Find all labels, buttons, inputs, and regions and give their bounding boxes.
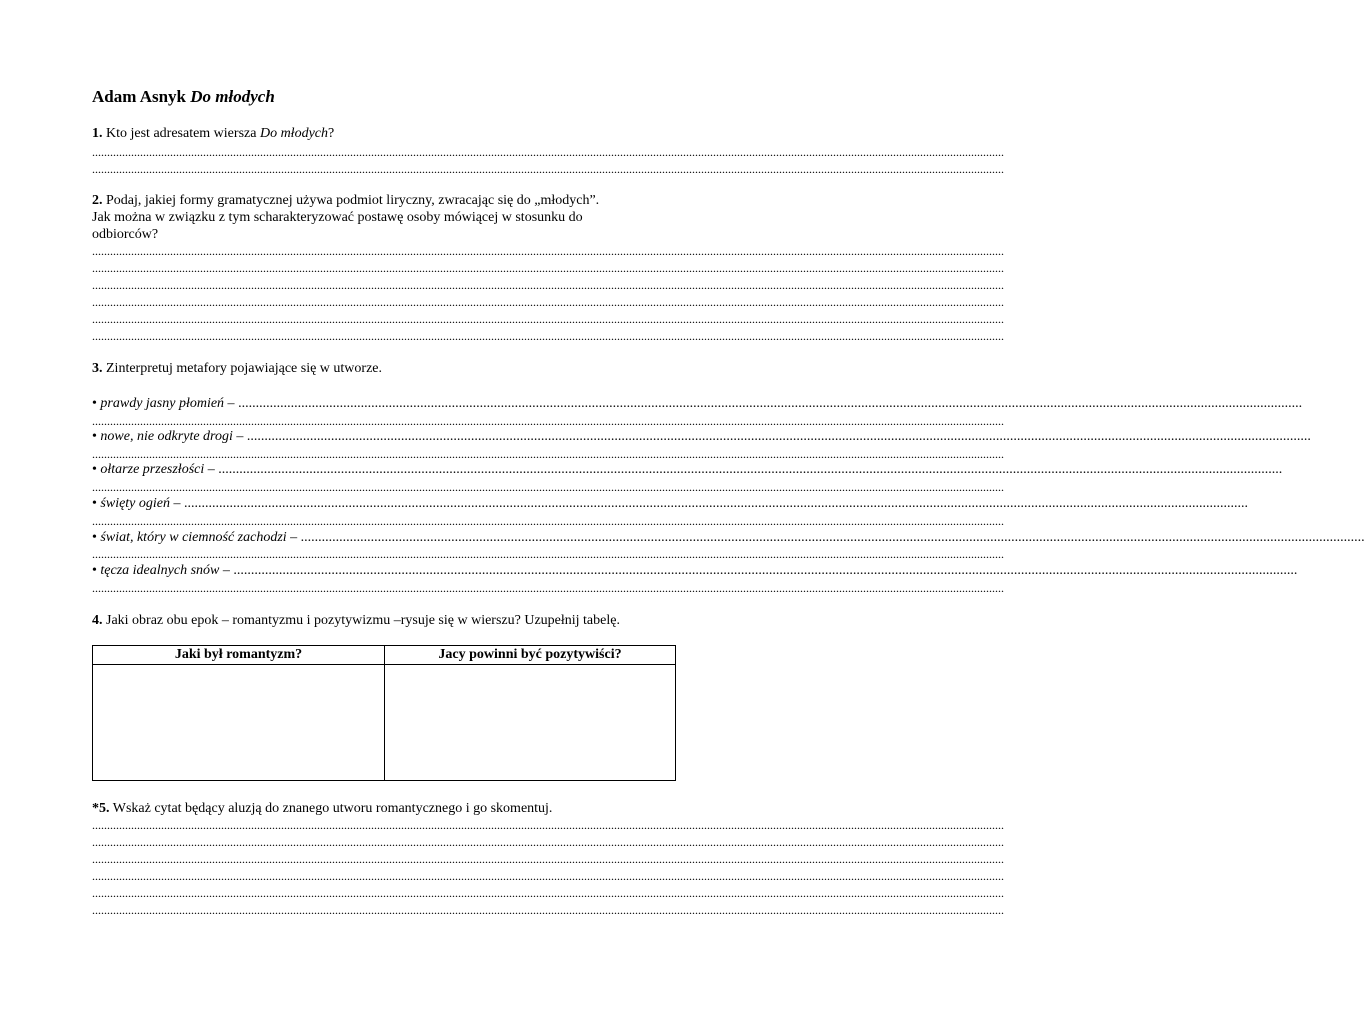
answer-dots: ................................................................................................................................................................................................................................................................................................................ xyxy=(238,396,1303,411)
answer-line[interactable]: ................................................................................................................................................................................................................................................................................................................ xyxy=(92,447,1004,461)
question-number: *5. xyxy=(92,801,110,816)
metaphor-item[interactable]: • tęcza idealnych snów – ................................................................................................................................................................................................................................................................................................................ xyxy=(92,563,1298,578)
metaphor-item[interactable]: • prawdy jasny płomień – ................................................................................................................................................................................................................................................................................................................ xyxy=(92,396,1303,411)
metaphor-item[interactable]: • nowe, nie odkryte drogi – ................................................................................................................................................................................................................................................................................................................ xyxy=(92,429,1311,444)
question-text: Kto jest adresatem wiersza xyxy=(106,126,257,141)
table-cell-positivists[interactable] xyxy=(385,665,675,780)
question-text: Podaj, jakiej formy gramatycznej używa podmiot liryczny, zwracając się do „młodych”. xyxy=(106,193,600,208)
question-4 xyxy=(92,612,620,629)
answer-line[interactable]: ................................................................................................................................................................................................................................................................................................................ xyxy=(92,835,1004,849)
answer-line[interactable]: ................................................................................................................................................................................................................................................................................................................ xyxy=(92,581,1004,595)
answer-line[interactable]: ................................................................................................................................................................................................................................................................................................................ xyxy=(92,261,1004,275)
answer-line[interactable]: ................................................................................................................................................................................................................................................................................................................ xyxy=(92,295,1004,309)
answer-line[interactable]: ................................................................................................................................................................................................................................................................................................................ xyxy=(92,818,1004,832)
metaphor-label: ołtarze przeszłości – xyxy=(100,462,215,477)
answer-dots: ................................................................................................................................................................................................................................................................................................................ xyxy=(246,429,1311,444)
metaphor-label: prawdy jasny płomień – xyxy=(100,396,235,411)
question-2-line-3: odbiorców? xyxy=(92,227,159,242)
answer-line[interactable]: ................................................................................................................................................................................................................................................................................................................ xyxy=(92,145,1004,159)
question-text: Wskaż cytat będący aluzją do znanego utworu romantycznego i go skomentuj. xyxy=(112,801,553,816)
metaphor-item[interactable]: • ołtarze przeszłości – ................................................................................................................................................................................................................................................................................................................ xyxy=(92,462,1283,477)
answer-dots: ................................................................................................................................................................................................................................................................................................................ xyxy=(184,496,1249,511)
answer-line[interactable]: ................................................................................................................................................................................................................................................................................................................ xyxy=(92,414,1004,428)
answer-line[interactable]: ................................................................................................................................................................................................................................................................................................................ xyxy=(92,329,1004,343)
answer-line[interactable]: ................................................................................................................................................................................................................................................................................................................ xyxy=(92,903,1004,917)
metaphor-label: tęcza idealnych snów – xyxy=(100,563,230,578)
metaphor-label: świat, który w ciemność zachodzi – xyxy=(100,530,298,545)
page-title xyxy=(92,87,275,107)
metaphor-item[interactable]: • świat, który w ciemność zachodzi – ................................................................................................................................................................................................................................................................................................................ xyxy=(92,530,1365,545)
column-header-romanticism: Jaki był romantyzm? xyxy=(174,647,303,662)
answer-dots: ................................................................................................................................................................................................................................................................................................................ xyxy=(233,563,1298,578)
question-5 xyxy=(92,800,552,817)
metaphor-label: święty ogień – xyxy=(100,496,181,511)
answer-line[interactable]: ................................................................................................................................................................................................................................................................................................................ xyxy=(92,480,1004,494)
answer-line[interactable]: ................................................................................................................................................................................................................................................................................................................ xyxy=(92,514,1004,528)
question-1 xyxy=(92,125,334,142)
answer-line[interactable]: ................................................................................................................................................................................................................................................................................................................ xyxy=(92,244,1004,258)
metaphor-item[interactable]: • święty ogień – ................................................................................................................................................................................................................................................................................................................ xyxy=(92,496,1249,511)
answer-dots: ................................................................................................................................................................................................................................................................................................................ xyxy=(218,462,1283,477)
title-author: Adam Asnyk xyxy=(92,87,187,106)
question-number: 2. xyxy=(92,193,103,208)
question-mark: ? xyxy=(328,126,335,141)
epochs-table xyxy=(92,645,676,781)
title-work: Do młodych xyxy=(190,87,275,106)
column-header-positivists: Jacy powinni być pozytywiści? xyxy=(438,647,622,662)
answer-dots: ................................................................................................................................................................................................................................................................................................................ xyxy=(300,530,1365,545)
answer-line[interactable]: ................................................................................................................................................................................................................................................................................................................ xyxy=(92,162,1004,176)
question-3 xyxy=(92,360,382,377)
question-number: 1. xyxy=(92,126,103,141)
question-text: Jaki obraz obu epok – romantyzmu i pozytywizmu –rysuje się w wierszu? Uzupełnij tabelę. xyxy=(106,613,620,628)
question-work-title: Do młodych xyxy=(259,126,328,141)
table-cell-romanticism[interactable] xyxy=(93,665,384,780)
question-2-line-1 xyxy=(92,192,599,209)
question-text: Zinterpretuj metafory pojawiające się w utworze. xyxy=(106,361,382,376)
question-2-line-2: Jak można w związku z tym scharakteryzować postawę osoby mówiącej w stosunku do xyxy=(92,210,583,225)
answer-line[interactable]: ................................................................................................................................................................................................................................................................................................................ xyxy=(92,312,1004,326)
answer-line[interactable]: ................................................................................................................................................................................................................................................................................................................ xyxy=(92,886,1004,900)
metaphor-label: nowe, nie odkryte drogi – xyxy=(100,429,244,444)
answer-line[interactable]: ................................................................................................................................................................................................................................................................................................................ xyxy=(92,852,1004,866)
answer-line[interactable]: ................................................................................................................................................................................................................................................................................................................ xyxy=(92,278,1004,292)
question-number: 3. xyxy=(92,361,103,376)
answer-line[interactable]: ................................................................................................................................................................................................................................................................................................................ xyxy=(92,547,1004,561)
question-number: 4. xyxy=(92,613,103,628)
answer-line[interactable]: ................................................................................................................................................................................................................................................................................................................ xyxy=(92,869,1004,883)
